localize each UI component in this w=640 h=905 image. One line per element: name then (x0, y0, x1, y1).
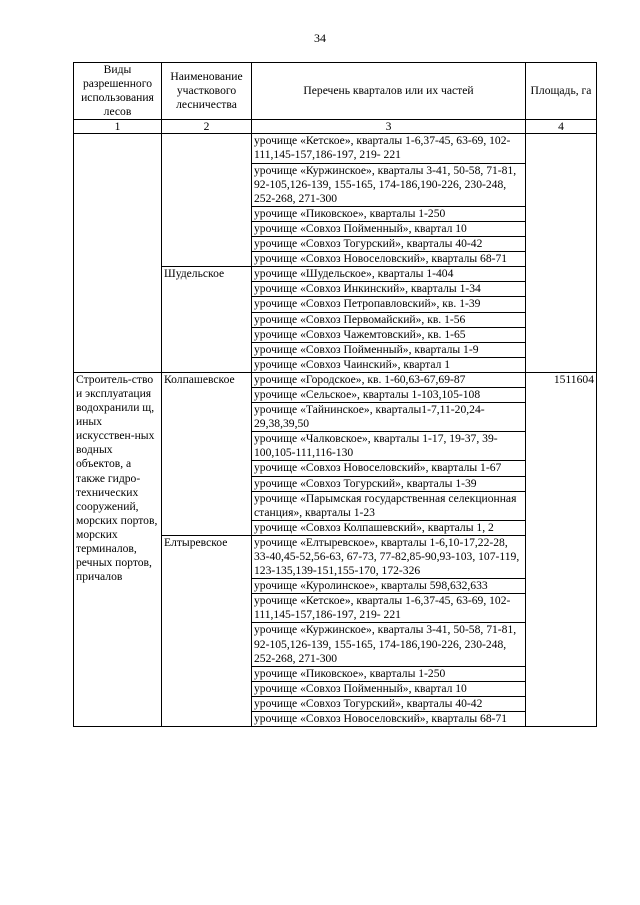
quarters-cell: урочище «Совхоз Петропавловский», кв. 1-39 (252, 297, 526, 312)
area-value: 1511604 (526, 372, 597, 726)
quarters-cell: урочище «Совхоз Инкинский», кварталы 1-34 (252, 282, 526, 297)
quarters-cell: урочище «Совхоз Новоселовский», кварталы 68-71 (252, 252, 526, 267)
forestry-name-kolpashevskoe: Колпашевское (162, 372, 252, 535)
quarters-cell: урочище «Кетское», кварталы 1-6,37-45, 63-69, 102-111,145-157,186-197, 219- 221 (252, 594, 526, 623)
quarters-cell: урочище «Совхоз Тогурский», кварталы 40-42 (252, 237, 526, 252)
header-row (74, 63, 597, 120)
column-number-row (74, 120, 597, 134)
quarters-cell: урочище «Тайнинское», кварталы1-7,11-20,24-29,38,39,50 (252, 403, 526, 432)
quarters-cell: урочище «Сельское», кварталы 1-103,105-108 (252, 387, 526, 402)
quarters-cell: урочище «Кетское», кварталы 1-6,37-45, 63-69, 102-111,145-157,186-197, 219- 221 (252, 134, 526, 163)
quarters-cell: урочище «Совхоз Пойменный», квартал 10 (252, 681, 526, 696)
column-number: 2 (162, 120, 252, 134)
column-number: 1 (74, 120, 162, 134)
quarters-cell: урочище «Пиковское», кварталы 1-250 (252, 666, 526, 681)
use-type-construction: Строитель-ство и эксплуатация водохранили щ, иных искусствен-ных водных объектов, а также гидро-технических сооружений, морских портов, морских терминалов, речных портов, причалов (74, 372, 162, 726)
quarters-cell: урочище «Чалковское», кварталы 1-17, 19-37, 39-100,105-111,116-130 (252, 432, 526, 461)
column-number: 4 (526, 120, 597, 134)
quarters-cell: урочище «Совхоз Новоселовский», кварталы 1-67 (252, 461, 526, 476)
quarters-cell: урочище «Совхоз Новоселовский», кварталы 68-71 (252, 712, 526, 727)
quarters-cell: урочище «Совхоз Чажемтовский», кв. 1-65 (252, 327, 526, 342)
header-quarters: Перечень кварталов или их частей (252, 63, 526, 120)
use-type-cell-empty (74, 134, 162, 373)
quarters-cell: урочище «Совхоз Тогурский», кварталы 40-42 (252, 696, 526, 711)
quarters-cell: урочище «Совхоз Пойменный», кварталы 1-9 (252, 342, 526, 357)
quarters-cell: урочище «Парымская государственная селекционная станция», кварталы 1-23 (252, 491, 526, 520)
quarters-cell: урочище «Городское», кв. 1-60,63-67,69-87 (252, 372, 526, 387)
page-number: 34 (314, 31, 326, 45)
quarters-cell: урочище «Совхоз Пойменный», квартал 10 (252, 221, 526, 236)
header-area: Площадь, га (526, 63, 597, 120)
quarters-cell: урочище «Пиковское», кварталы 1-250 (252, 206, 526, 221)
forestry-cell-empty (162, 134, 252, 267)
quarters-cell: урочище «Совхоз Чаинский», квартал 1 (252, 357, 526, 372)
quarters-cell: урочище «Совхоз Тогурский», кварталы 1-39 (252, 476, 526, 491)
table-row (74, 372, 597, 387)
quarters-cell: урочище «Куржинское», кварталы 3-41, 50-58, 71-81, 92-105,126-139, 155-165, 174-186,190-226, 230-248, 252-268, 271-300 (252, 163, 526, 206)
forestry-name-shudelskoe: Шудельское (162, 267, 252, 373)
table-row (74, 134, 597, 163)
header-forestry: Наименование участкового лесничества (162, 63, 252, 120)
quarters-cell: урочище «Совхоз Колпашевский», кварталы 1, 2 (252, 520, 526, 535)
quarters-cell: урочище «Совхоз Первомайский», кв. 1-56 (252, 312, 526, 327)
column-number: 3 (252, 120, 526, 134)
area-cell-empty (526, 134, 597, 373)
quarters-cell: урочище «Шудельское», кварталы 1-404 (252, 267, 526, 282)
forest-use-table (73, 62, 597, 727)
quarters-cell: урочище «Елтыревское», кварталы 1-6,10-17,22-28, 33-40,45-52,56-63, 67-73, 77-82,85-90,93-103, 107-119, 123-135,139-151,155-170, 172-326 (252, 535, 526, 578)
quarters-cell: урочище «Куржинское», кварталы 3-41, 50-58, 71-81, 92-105,126-139, 155-165, 174-186,190-226, 230-248, 252-268, 271-300 (252, 623, 526, 666)
forestry-name-eltyrevskoe: Елтыревское (162, 535, 252, 726)
header-use-type: Виды разрешенного использования лесов (74, 63, 162, 120)
quarters-cell: урочище «Куролинское», кварталы 598,632,633 (252, 579, 526, 594)
